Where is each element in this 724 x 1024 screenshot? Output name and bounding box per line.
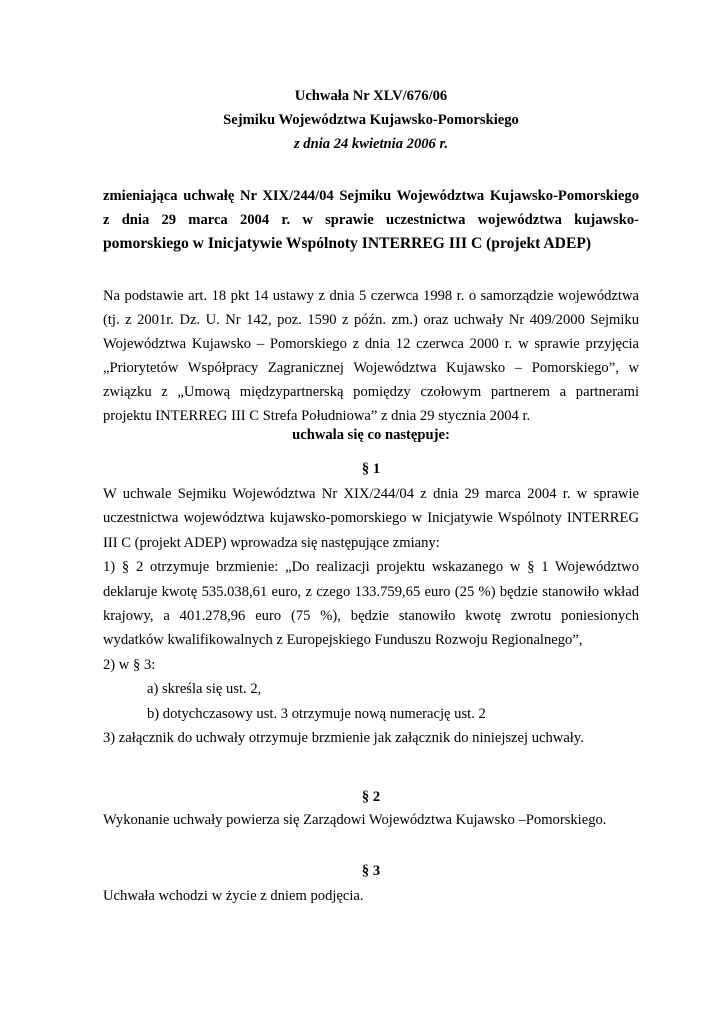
section-1-body	[103, 482, 639, 750]
resolution-subject	[103, 184, 639, 256]
basis-line: Na podstawie art. 18 pkt 14 ustawy z dnia 5 czerwca 1998 r. o samorządzie województwa	[103, 288, 639, 304]
section-1-subitem: a) skreśla się ust. 2,	[147, 681, 262, 698]
section-1-line: krajowy, a 401.278,96 euro (75 %), będzie stanowiło kwotę zwrotu poniesionych	[103, 608, 639, 625]
section-1-subitem: b) dotychczasowy ust. 3 otrzymuje nową numerację ust. 2	[147, 705, 486, 722]
resolution-title: Uchwała Nr XLV/676/06	[294, 88, 448, 104]
basis-line: (tj. z 2001r. Dz. U. Nr 142, poz. 1590 z późn. zm.) oraz uchwały Nr 409/2000 Sejmiku	[103, 312, 639, 328]
resolution-header	[103, 84, 639, 156]
section-1-line: III C (projekt ADEP) wprowadza się następujące zmiany:	[103, 534, 440, 551]
section-1-line: deklaruje kwotę 535.038,61 euro, z czego 133.759,65 euro (25 %) będzie stanowiło wkład	[103, 583, 639, 600]
section-1-line: 1) § 2 otrzymuje brzmienie: „Do realizacji projektu wskazanego w § 1 Województwo	[103, 559, 639, 576]
legal-basis-paragraph	[103, 284, 639, 428]
basis-line: związku z „Umową międzypartnerską pomiędzy czołowym partnerem a partnerami	[103, 384, 639, 400]
section-2-heading: § 2	[361, 789, 381, 805]
section-1-line: uczestnictwa województwa kujawsko-pomorskiego w Inicjatywie Wspólnoty INTERREG	[103, 510, 639, 527]
section-2-text: Wykonanie uchwały powierza się Zarządowi Województwa Kujawsko –Pomorskiego.	[103, 812, 607, 828]
section-1-line: 3) załącznik do uchwały otrzymuje brzmienie jak załącznik do niniejszej uchwały.	[103, 730, 584, 747]
section-1-heading: § 1	[361, 461, 381, 477]
ruling-statement: uchwala się co następuje:	[292, 427, 450, 443]
resolution-issuer: Sejmiku Województwa Kujawsko-Pomorskiego	[223, 112, 519, 128]
subject-line: z dnia 29 marca 2004 r. w sprawie uczestnictwa województwa kujawsko-	[103, 212, 639, 228]
section-1-line: wydatków kwalifikowalnych z Europejskiego Funduszu Rozwoju Regionalnego”,	[103, 632, 583, 649]
section-1-line: 2) w § 3:	[103, 656, 156, 673]
resolution-date: z dnia 24 kwietnia 2006 r.	[293, 136, 449, 152]
subject-line: pomorskiego w Inicjatywie Wspólnoty INTERREG III C (projekt ADEP)	[103, 235, 592, 252]
basis-line: „Priorytetów Współpracy Zagranicznej Województwa Kujawsko – Pomorskiego”, w	[103, 360, 639, 376]
section-1-line: W uchwale Sejmiku Województwa Nr XIX/244/04 z dnia 29 marca 2004 r. w sprawie	[103, 486, 639, 502]
basis-line: projektu INTERREG III C Strefa Południowa” z dnia 29 stycznia 2004 r.	[103, 408, 531, 424]
basis-line: Województwa Kujawsko – Pomorskiego z dnia 12 czerwca 2000 r. w sprawie przyjęcia	[103, 336, 639, 352]
subject-line: zmieniająca uchwałę Nr XIX/244/04 Sejmiku Województwa Kujawsko-Pomorskiego	[103, 188, 639, 204]
section-3-heading: § 3	[361, 863, 381, 879]
section-3-text: Uchwała wchodzi w życie z dniem podjęcia.	[103, 888, 364, 904]
